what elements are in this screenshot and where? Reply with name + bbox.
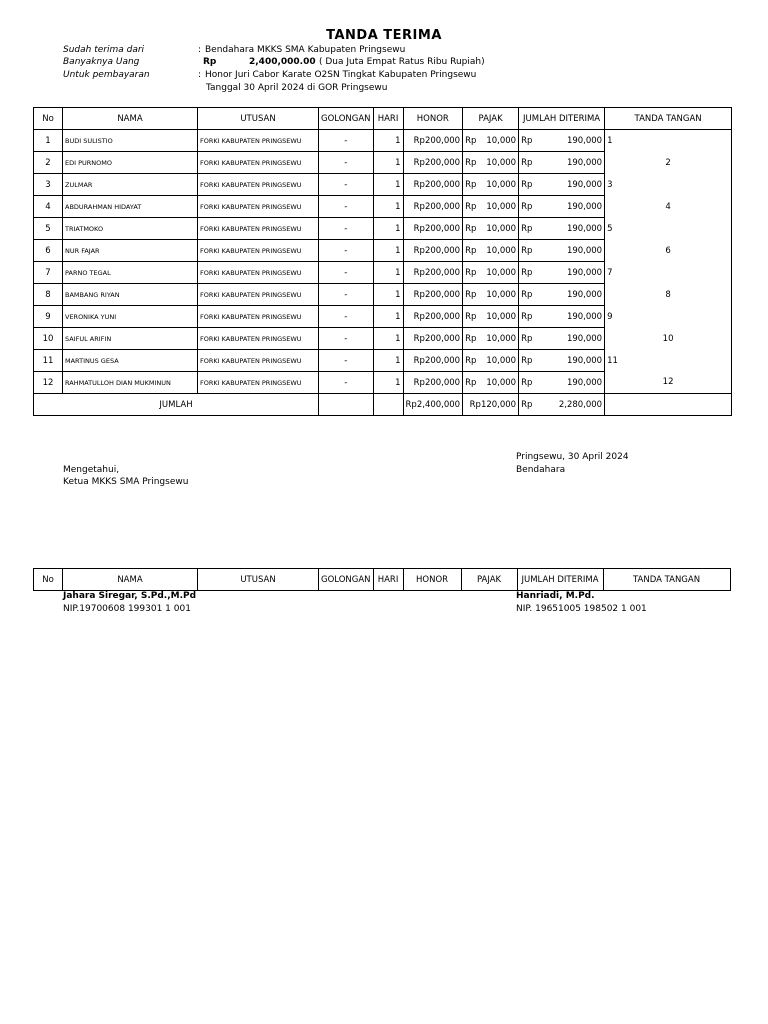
row-pajak [463,284,519,306]
row-honor: Rp200,000 [403,350,463,372]
row-jumlah [519,328,605,350]
currency-label: Rp [465,355,477,366]
row-jumlah [519,306,605,328]
col-honor: HONOR [403,108,463,130]
row-jumlah-value: 190,000 [566,355,603,366]
row-pajak-value: 10,000 [486,201,517,212]
table-row [34,218,732,240]
row-nama: SAIFUL ARIFIN [63,328,198,350]
row-jumlah-value: 190,000 [566,157,603,168]
repeated-header-table [33,568,731,591]
table-row [34,284,732,306]
row-utusan: FORKI KABUPATEN PRINGSEWU [198,284,319,306]
row-pajak [463,328,519,350]
row-nama: PARNO TEGAL [63,262,198,284]
total-pajak: Rp120,000 [463,394,519,416]
row-signature-slot: 4 [605,196,732,218]
row-pajak-value: 10,000 [486,245,517,256]
row-nama: MARTINUS GESA [63,350,198,372]
row-hari: 1 [373,196,403,218]
head-role: Ketua MKKS SMA Pringsewu [63,477,189,487]
col-pajak: PAJAK [461,569,517,591]
row-no: 10 [34,328,63,350]
col-jumlah-diterima: JUMLAH DITERIMA [519,108,605,130]
row-no: 12 [34,372,63,394]
row-golongan: - [319,350,374,372]
row-hari: 1 [373,328,403,350]
currency-label: Rp [465,157,477,168]
acknowledged-label: Mengetahui, [63,465,120,475]
treasurer-role: Bendahara [516,465,566,475]
col-utusan: UTUSAN [198,569,319,591]
col-no: No [34,108,63,130]
received-from-label: Sudah terima dari [63,45,145,55]
row-golongan: - [319,240,374,262]
row-jumlah [519,196,605,218]
row-utusan: FORKI KABUPATEN PRINGSEWU [198,350,319,372]
row-pajak [463,174,519,196]
amount-value: 2,400,000.00 [249,57,316,67]
currency-label: Rp [465,223,477,234]
col-pajak: PAJAK [463,108,519,130]
currency-label: Rp [521,245,533,256]
col-hari: HARI [373,569,403,591]
row-honor: Rp200,000 [403,240,463,262]
row-signature-slot: 5 [605,218,732,240]
row-honor: Rp200,000 [403,218,463,240]
currency-label: Rp [521,399,533,410]
table-row [34,372,732,394]
currency-label: Rp [521,355,533,366]
row-jumlah-value: 190,000 [566,201,603,212]
row-no: 7 [34,262,63,284]
row-utusan: FORKI KABUPATEN PRINGSEWU [198,130,319,152]
currency-label: Rp [521,311,533,322]
row-no: 5 [34,218,63,240]
row-pajak-value: 10,000 [486,157,517,168]
document-title: TANDA TERIMA [326,28,442,43]
col-jumlah-diterima: JUMLAH DITERIMA [517,569,603,591]
total-jumlah-value: 2,280,000 [558,399,603,410]
row-pajak [463,218,519,240]
row-utusan: FORKI KABUPATEN PRINGSEWU [198,306,319,328]
row-pajak [463,306,519,328]
row-signature-slot: 2 [605,152,732,174]
row-jumlah-value: 190,000 [566,245,603,256]
table-row [34,196,732,218]
row-honor: Rp200,000 [403,262,463,284]
row-pajak-value: 10,000 [486,311,517,322]
row-no: 2 [34,152,63,174]
total-jumlah [519,394,605,416]
row-jumlah-value: 190,000 [566,289,603,300]
total-golongan [319,394,374,416]
row-no: 9 [34,306,63,328]
treasurer-name: Hanriadi, M.Pd. [516,591,595,601]
row-utusan: FORKI KABUPATEN PRINGSEWU [198,174,319,196]
row-honor: Rp200,000 [403,130,463,152]
row-jumlah [519,350,605,372]
row-jumlah-value: 190,000 [566,267,603,278]
row-signature-slot: 10 [605,328,732,350]
col-nama: NAMA [63,569,198,591]
row-pajak-value: 10,000 [486,267,517,278]
currency-label: Rp [465,201,477,212]
row-pajak-value: 10,000 [486,377,517,388]
row-honor: Rp200,000 [403,196,463,218]
row-no: 8 [34,284,63,306]
row-pajak-value: 10,000 [486,223,517,234]
row-jumlah [519,284,605,306]
row-honor: Rp200,000 [403,372,463,394]
row-no: 11 [34,350,63,372]
row-signature-slot: 8 [605,284,732,306]
row-golongan: - [319,130,374,152]
row-pajak [463,350,519,372]
row-signature-slot: 12 [605,372,732,394]
row-jumlah-value: 190,000 [566,223,603,234]
head-name: Jahara Siregar, S.Pd.,M.Pd [63,591,197,601]
currency-label: Rp [465,289,477,300]
currency-label: Rp [521,377,533,388]
currency-label: Rp [521,179,533,190]
treasurer-nip: NIP. 19651005 198502 1 001 [516,604,647,614]
head-nip: NIP.19700608 199301 1 001 [63,604,191,614]
purpose-line-2: Tanggal 30 April 2024 di GOR Pringsewu [206,83,388,93]
row-signature-slot: 6 [605,240,732,262]
currency-label: Rp [465,311,477,322]
row-pajak-value: 10,000 [486,135,517,146]
row-jumlah-value: 190,000 [566,333,603,344]
col-nama: NAMA [63,108,198,130]
amount-words: ( Dua Juta Empat Ratus Ribu Rupiah) [319,57,485,67]
row-pajak [463,240,519,262]
table-row [34,306,732,328]
currency-label: Rp [521,157,533,168]
row-hari: 1 [373,174,403,196]
receipt-table [33,107,732,416]
row-utusan: FORKI KABUPATEN PRINGSEWU [198,372,319,394]
row-honor: Rp200,000 [403,284,463,306]
col-honor: HONOR [403,569,461,591]
row-nama: EDI PURNOMO [63,152,198,174]
row-hari: 1 [373,350,403,372]
col-hari: HARI [373,108,403,130]
row-nama: RAHMATULLOH DIAN MUKMINUN [63,372,198,394]
row-golongan: - [319,152,374,174]
table-row [34,262,732,284]
currency-label: Rp [465,245,477,256]
row-hari: 1 [373,240,403,262]
row-golongan: - [319,284,374,306]
row-pajak [463,372,519,394]
header-info [0,44,768,96]
row-golongan: - [319,262,374,284]
row-pajak-value: 10,000 [486,179,517,190]
row-no: 1 [34,130,63,152]
row-utusan: FORKI KABUPATEN PRINGSEWU [198,328,319,350]
row-jumlah [519,262,605,284]
table-row [34,350,732,372]
row-jumlah-value: 190,000 [566,377,603,388]
row-signature-slot: 3 [605,174,732,196]
table-header-row [34,569,731,591]
currency-label: Rp [521,333,533,344]
colon: : [198,45,202,55]
row-utusan: FORKI KABUPATEN PRINGSEWU [198,196,319,218]
currency-label: Rp [465,135,477,146]
row-signature-slot: 7 [605,262,732,284]
row-utusan: FORKI KABUPATEN PRINGSEWU [198,152,319,174]
currency-label: Rp [465,179,477,190]
row-honor: Rp200,000 [403,174,463,196]
row-honor: Rp200,000 [403,152,463,174]
currency-label: Rp [521,135,533,146]
row-honor: Rp200,000 [403,306,463,328]
row-pajak-value: 10,000 [486,333,517,344]
col-utusan: UTUSAN [198,108,319,130]
row-pajak [463,152,519,174]
col-tanda-tangan: TANDA TANGAN [603,569,730,591]
currency-label: Rp [521,201,533,212]
total-ttd [605,394,732,416]
currency-label: Rp [521,223,533,234]
row-pajak [463,262,519,284]
row-golongan: - [319,328,374,350]
row-nama: BUDI SULISTIO [63,130,198,152]
total-row [34,394,732,416]
row-pajak [463,130,519,152]
row-nama: ZULMAR [63,174,198,196]
place-date: Pringsewu, 30 April 2024 [516,452,629,462]
table-row [34,152,732,174]
purpose-label: Untuk pembayaran [63,70,150,80]
row-golongan: - [319,174,374,196]
row-jumlah [519,174,605,196]
row-pajak-value: 10,000 [486,289,517,300]
row-golongan: - [319,372,374,394]
currency-label: Rp [465,267,477,278]
currency-label: Rp [521,267,533,278]
row-hari: 1 [373,152,403,174]
row-signature-slot: 11 [605,350,732,372]
amount-currency: Rp [203,57,217,67]
col-golongan: GOLONGAN [319,108,374,130]
row-nama: BAMBANG RIYAN [63,284,198,306]
table-header-row [34,108,732,130]
row-pajak [463,196,519,218]
total-label: JUMLAH [34,394,319,416]
row-nama: VERONIKA YUNI [63,306,198,328]
received-from-value: Bendahara MKKS SMA Kabupaten Pringsewu [205,45,406,55]
row-nama: TRIATMOKO [63,218,198,240]
row-jumlah [519,240,605,262]
row-hari: 1 [373,284,403,306]
row-pajak-value: 10,000 [486,355,517,366]
purpose-line-1: Honor Juri Cabor Karate O2SN Tingkat Kabupaten Pringsewu [205,70,477,80]
row-jumlah-value: 190,000 [566,179,603,190]
col-golongan: GOLONGAN [319,569,374,591]
row-no: 3 [34,174,63,196]
row-no: 4 [34,196,63,218]
row-jumlah-value: 190,000 [566,311,603,322]
col-no: No [34,569,63,591]
row-golongan: - [319,306,374,328]
table-row [34,130,732,152]
row-utusan: FORKI KABUPATEN PRINGSEWU [198,218,319,240]
currency-label: Rp [465,333,477,344]
row-jumlah [519,372,605,394]
row-golongan: - [319,218,374,240]
row-nama: NUR FAJAR [63,240,198,262]
row-honor: Rp200,000 [403,328,463,350]
row-nama: ABDURAHMAN HIDAYAT [63,196,198,218]
row-signature-slot: 1 [605,130,732,152]
currency-label: Rp [465,377,477,388]
col-tanda-tangan: TANDA TANGAN [605,108,732,130]
row-signature-slot: 9 [605,306,732,328]
table-row [34,328,732,350]
row-jumlah [519,130,605,152]
row-no: 6 [34,240,63,262]
row-jumlah-value: 190,000 [566,135,603,146]
row-hari: 1 [373,262,403,284]
table-row [34,240,732,262]
row-jumlah [519,218,605,240]
row-hari: 1 [373,218,403,240]
total-hari [373,394,403,416]
amount-label: Banyaknya Uang [63,57,140,67]
row-utusan: FORKI KABUPATEN PRINGSEWU [198,240,319,262]
row-hari: 1 [373,372,403,394]
total-honor: Rp2,400,000 [403,394,463,416]
row-jumlah [519,152,605,174]
row-hari: 1 [373,306,403,328]
row-utusan: FORKI KABUPATEN PRINGSEWU [198,262,319,284]
row-golongan: - [319,196,374,218]
colon: : [198,70,202,80]
table-row [34,174,732,196]
currency-label: Rp [521,289,533,300]
row-hari: 1 [373,130,403,152]
